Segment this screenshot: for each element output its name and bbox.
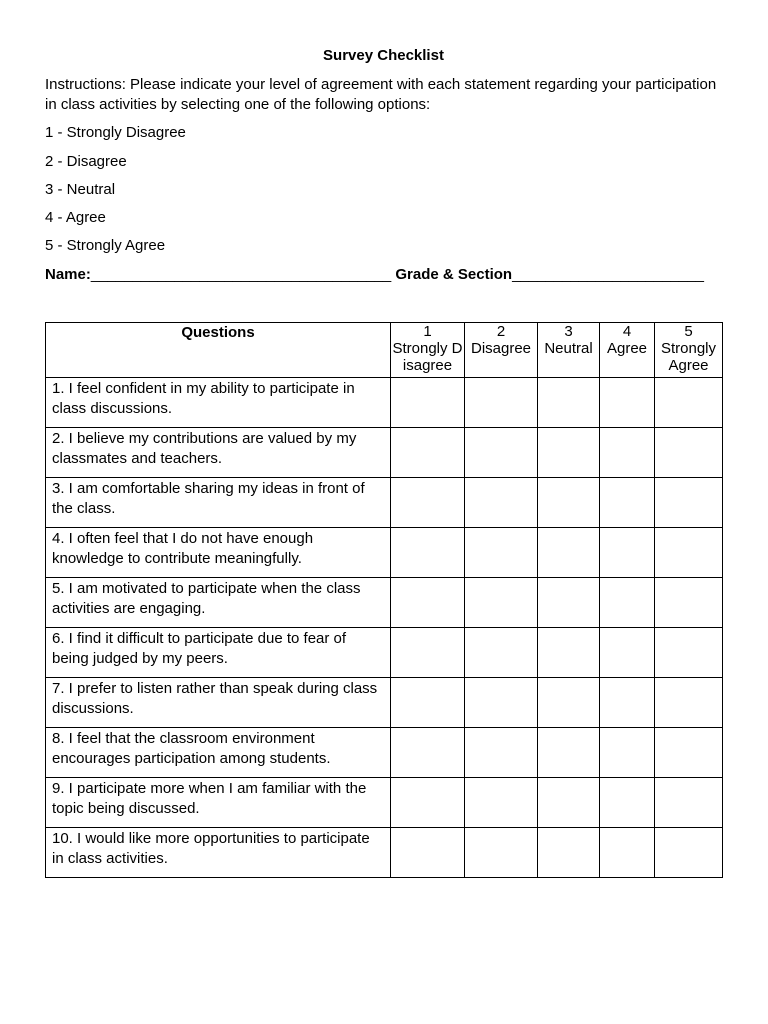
- question-text: 6. I find it difficult to participate due to fear of being judged by my peers.: [46, 628, 391, 678]
- question-text: 2. I believe my contributions are valued by my classmates and teachers.: [46, 428, 391, 478]
- response-cell-4[interactable]: [600, 678, 655, 728]
- response-cell-4[interactable]: [600, 378, 655, 428]
- response-cell-4[interactable]: [600, 478, 655, 528]
- response-cell-5[interactable]: [655, 428, 723, 478]
- question-text: 4. I often feel that I do not have enough knowledge to contribute meaningfully.: [46, 528, 391, 578]
- table-row: [46, 428, 723, 478]
- response-cell-2[interactable]: [465, 578, 538, 628]
- question-text: 3. I am comfortable sharing my ideas in front of the class.: [46, 478, 391, 528]
- scale-label: Strongly Agree: [660, 340, 717, 374]
- scale-number: 5: [684, 323, 693, 340]
- questions-header: Questions: [46, 323, 391, 378]
- response-cell-2[interactable]: [465, 828, 538, 878]
- option-disagree: 2 - Disagree: [45, 153, 127, 170]
- scale-header-2: [465, 323, 538, 378]
- response-cell-3[interactable]: [538, 828, 600, 878]
- response-cell-5[interactable]: [655, 378, 723, 428]
- scale-header-1: [391, 323, 465, 378]
- table-row: [46, 678, 723, 728]
- scale-label: Agree: [606, 340, 648, 357]
- scale-label: Disagree: [470, 340, 532, 357]
- scale-header-3: [538, 323, 600, 378]
- response-cell-4[interactable]: [600, 828, 655, 878]
- response-cell-3[interactable]: [538, 528, 600, 578]
- response-cell-4[interactable]: [600, 528, 655, 578]
- survey-table: [45, 322, 723, 878]
- response-cell-3[interactable]: [538, 628, 600, 678]
- response-cell-2[interactable]: [465, 778, 538, 828]
- response-cell-1[interactable]: [391, 628, 465, 678]
- response-cell-5[interactable]: [655, 678, 723, 728]
- table-row: [46, 528, 723, 578]
- response-cell-5[interactable]: [655, 828, 723, 878]
- response-cell-4[interactable]: [600, 778, 655, 828]
- response-cell-2[interactable]: [465, 628, 538, 678]
- question-text: 5. I am motivated to participate when the class activities are engaging.: [46, 578, 391, 628]
- response-cell-2[interactable]: [465, 528, 538, 578]
- document-title: Survey Checklist: [323, 47, 444, 64]
- response-cell-3[interactable]: [538, 728, 600, 778]
- scale-number: 3: [564, 323, 573, 340]
- response-cell-5[interactable]: [655, 528, 723, 578]
- scale-label: Strongly Disagree: [392, 340, 463, 374]
- response-cell-4[interactable]: [600, 428, 655, 478]
- grade-section-label: Grade & Section: [395, 266, 513, 283]
- response-cell-5[interactable]: [655, 578, 723, 628]
- response-cell-2[interactable]: [465, 728, 538, 778]
- response-cell-3[interactable]: [538, 378, 600, 428]
- table-header-row: [46, 323, 723, 378]
- response-cell-3[interactable]: [538, 428, 600, 478]
- table-row: [46, 378, 723, 428]
- table-row: [46, 578, 723, 628]
- response-cell-5[interactable]: [655, 778, 723, 828]
- name-label: Name:: [45, 266, 91, 283]
- response-cell-2[interactable]: [465, 478, 538, 528]
- option-neutral: 3 - Neutral: [45, 181, 116, 198]
- response-cell-1[interactable]: [391, 728, 465, 778]
- question-text: 10. I would like more opportunities to participate in class activities.: [46, 828, 391, 878]
- response-cell-1[interactable]: [391, 578, 465, 628]
- table-row: [46, 478, 723, 528]
- option-strongly-agree: 5 - Strongly Agree: [45, 237, 166, 254]
- table-row: [46, 728, 723, 778]
- response-cell-5[interactable]: [655, 728, 723, 778]
- option-strongly-disagree: 1 - Strongly Disagree: [45, 124, 186, 141]
- table-row: [46, 628, 723, 678]
- response-cell-5[interactable]: [655, 478, 723, 528]
- question-text: 8. I feel that the classroom environment encourages participation among students.: [46, 728, 391, 778]
- name-blank[interactable]: ____________________________________: [90, 266, 392, 283]
- response-cell-2[interactable]: [465, 678, 538, 728]
- response-cell-4[interactable]: [600, 728, 655, 778]
- scale-number: 2: [496, 323, 506, 340]
- response-cell-5[interactable]: [655, 628, 723, 678]
- question-text: 1. I feel confident in my ability to participate in class discussions.: [46, 378, 391, 428]
- table-row: [46, 828, 723, 878]
- question-text: 7. I prefer to listen rather than speak during class discussions.: [46, 678, 391, 728]
- name-grade-line: [45, 266, 745, 284]
- response-cell-3[interactable]: [538, 578, 600, 628]
- response-cell-2[interactable]: [465, 378, 538, 428]
- response-cell-4[interactable]: [600, 578, 655, 628]
- grade-section-blank[interactable]: _______________________: [512, 266, 704, 283]
- response-cell-1[interactable]: [391, 528, 465, 578]
- response-cell-1[interactable]: [391, 428, 465, 478]
- response-cell-3[interactable]: [538, 678, 600, 728]
- scale-number: 1: [423, 323, 432, 340]
- response-cell-1[interactable]: [391, 478, 465, 528]
- response-cell-2[interactable]: [465, 428, 538, 478]
- response-cell-1[interactable]: [391, 678, 465, 728]
- response-cell-3[interactable]: [538, 778, 600, 828]
- response-cell-1[interactable]: [391, 778, 465, 828]
- scale-header-4: [600, 323, 655, 378]
- table-row: [46, 778, 723, 828]
- option-agree: 4 - Agree: [45, 209, 106, 226]
- response-cell-1[interactable]: [391, 378, 465, 428]
- question-text: 9. I participate more when I am familiar with the topic being discussed.: [46, 778, 391, 828]
- response-cell-4[interactable]: [600, 628, 655, 678]
- scale-header-5: [655, 323, 723, 378]
- scale-label: Neutral: [544, 340, 593, 357]
- response-cell-3[interactable]: [538, 478, 600, 528]
- instructions-text: Instructions: Please indicate your level of agreement with each statement regarding your participation in class activities by selecting one of the following options:: [45, 76, 717, 113]
- response-cell-1[interactable]: [391, 828, 465, 878]
- scale-number: 4: [622, 323, 632, 340]
